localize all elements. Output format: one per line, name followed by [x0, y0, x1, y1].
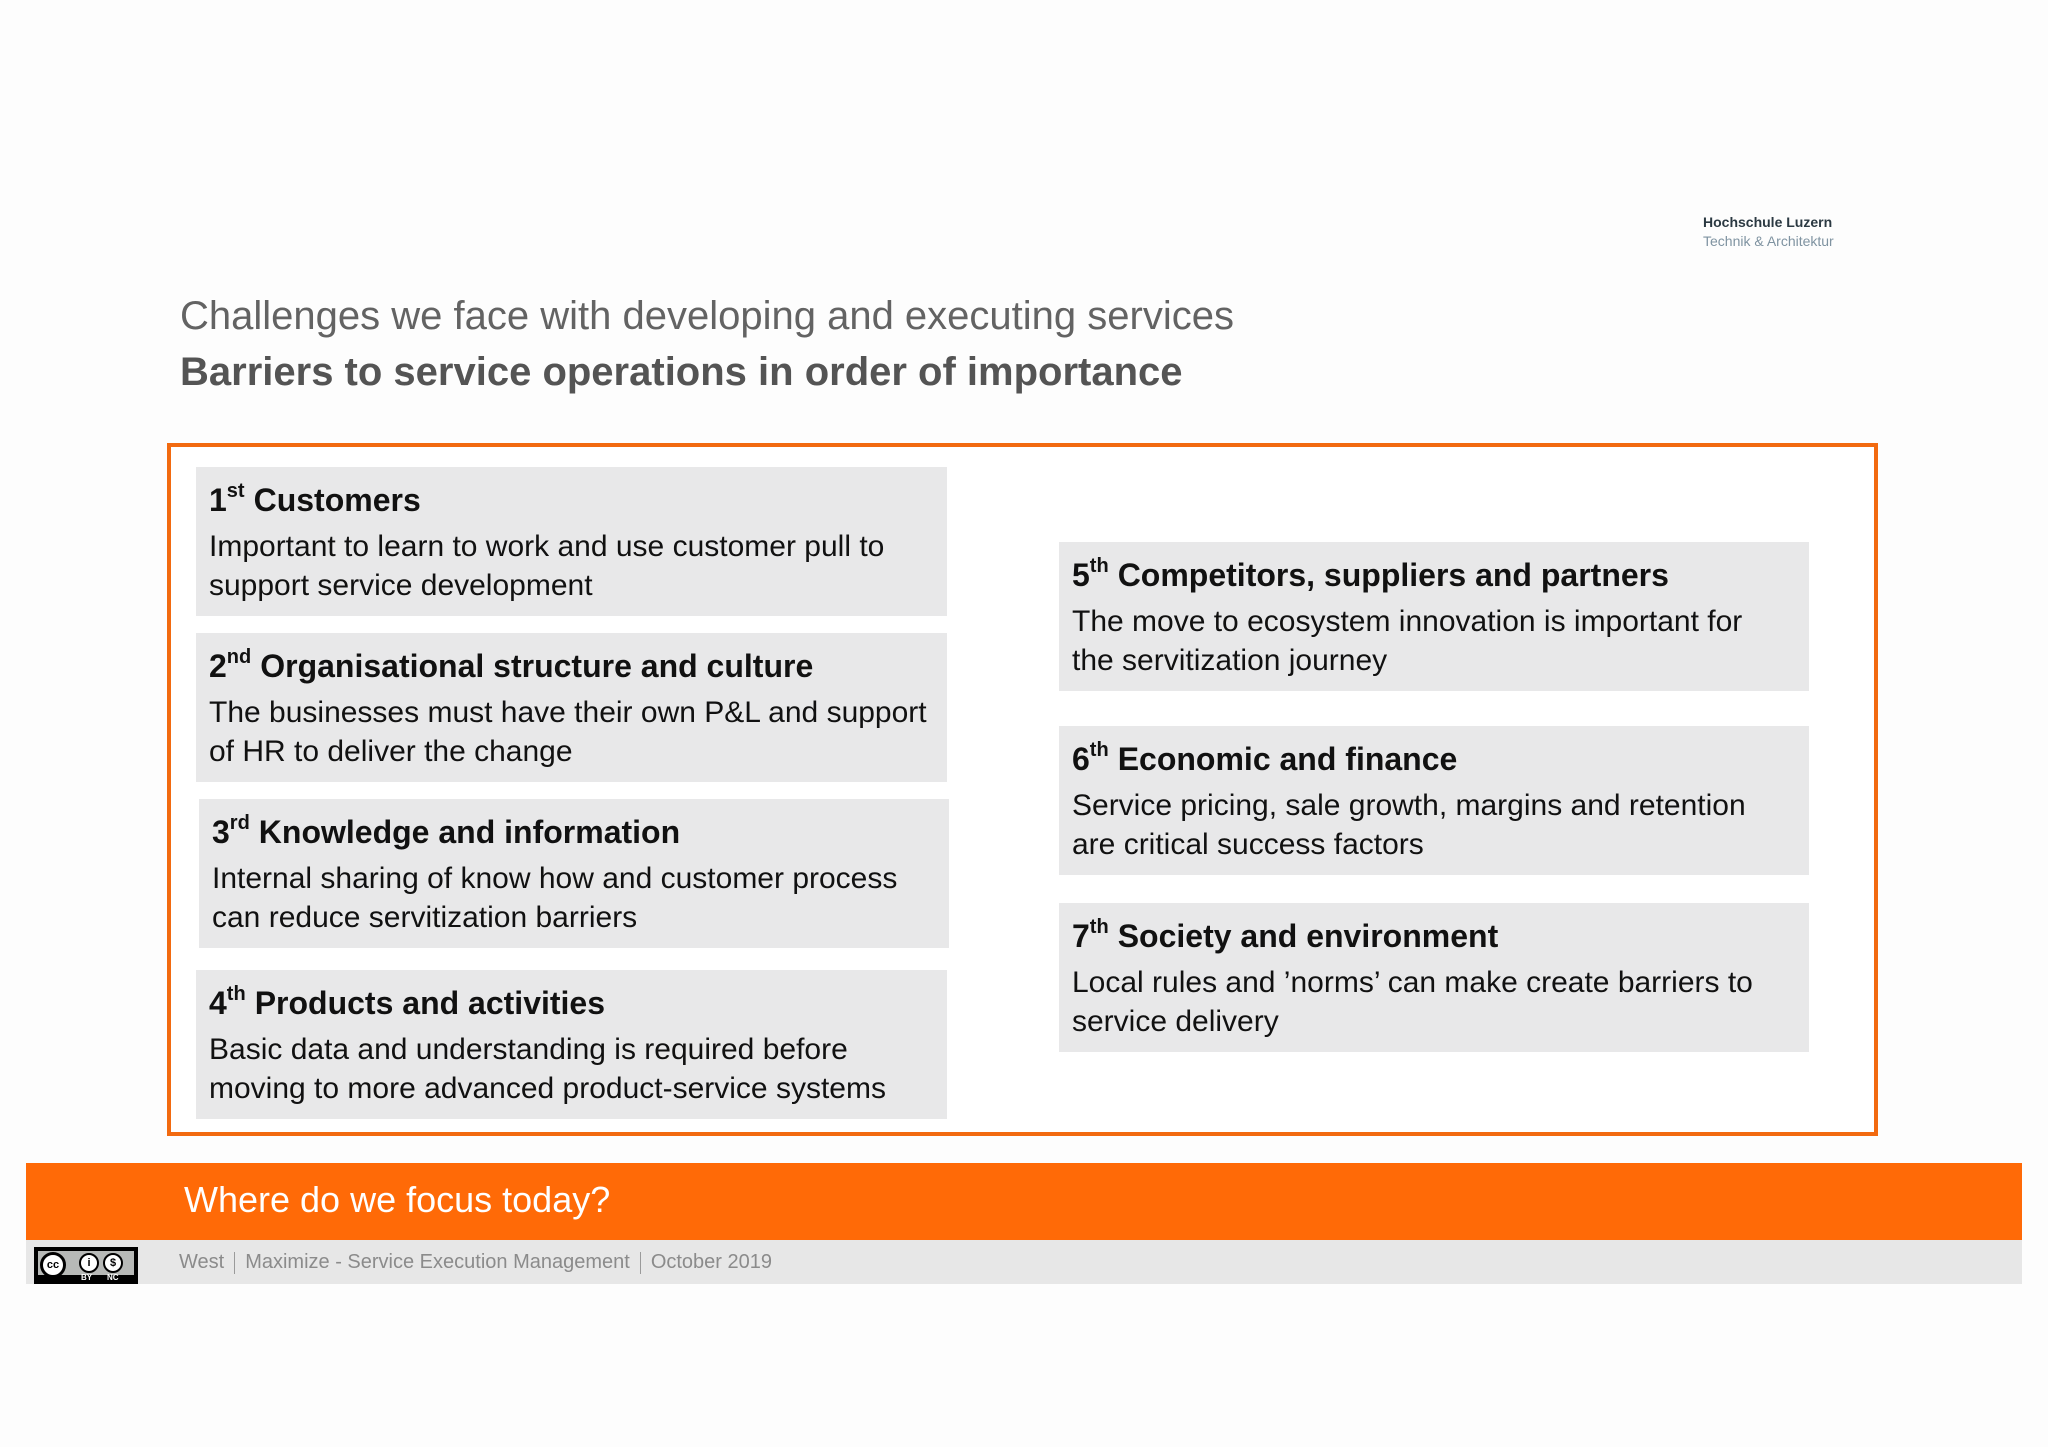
barrier-heading [1072, 736, 1796, 782]
barrier-card-5 [1059, 542, 1809, 691]
barrier-rank-suffix: th [1089, 555, 1109, 578]
barrier-description-line: Local rules and ’norms’ can make create barriers to [1072, 966, 1753, 999]
focus-banner [26, 1163, 2022, 1240]
barrier-title: Products and activities [254, 985, 606, 1021]
barrier-description-line: are critical success factors [1072, 828, 1424, 861]
barrier-heading [212, 809, 936, 855]
footer-separator [640, 1252, 641, 1274]
institution-department: Technik & Architektur [1703, 233, 1834, 249]
barrier-description [209, 693, 934, 771]
slide-title [180, 288, 1234, 400]
barrier-rank-suffix: th [1089, 739, 1109, 762]
barrier-rank-suffix: rd [229, 812, 250, 835]
footer-bar [26, 1240, 2022, 1284]
creative-commons-license-icon [34, 1247, 138, 1284]
footer-separator [234, 1252, 235, 1274]
barrier-description [1072, 602, 1796, 680]
footer-text [179, 1249, 772, 1275]
license-nc-label: NC [107, 1273, 119, 1282]
barrier-rank: 4 [209, 985, 227, 1021]
cc-icon: cc [40, 1252, 66, 1278]
barrier-rank: 3 [212, 814, 230, 850]
barrier-rank-suffix: nd [226, 646, 252, 669]
barrier-card-3 [199, 799, 949, 948]
barrier-title: Organisational structure and culture [260, 648, 814, 684]
barrier-title: Society and environment [1117, 918, 1499, 954]
barrier-rank: 6 [1072, 741, 1090, 777]
barrier-heading [209, 980, 934, 1026]
title-line-1: Challenges we face with developing and executing services [180, 294, 1234, 338]
barrier-card-7 [1059, 903, 1809, 1052]
barrier-card-1 [196, 467, 947, 616]
barrier-title: Competitors, suppliers and partners [1117, 557, 1669, 593]
barrier-card-2 [196, 633, 947, 782]
non-commercial-icon: $ [103, 1253, 123, 1273]
barrier-description-line: service delivery [1072, 1005, 1279, 1038]
focus-question: Where do we focus today? [184, 1179, 611, 1220]
barrier-rank-suffix: th [226, 983, 246, 1006]
barrier-description-line: The move to ecosystem innovation is important for [1072, 605, 1743, 638]
institution-logo [1703, 213, 1834, 251]
barrier-heading [1072, 552, 1796, 598]
barrier-description-line: Service pricing, sale growth, margins and retention [1072, 789, 1746, 822]
barrier-description-line: support service development [209, 569, 593, 602]
barrier-title: Knowledge and information [258, 814, 681, 850]
barrier-description-line: can reduce servitization barriers [212, 901, 638, 934]
barrier-heading [209, 477, 934, 523]
barrier-rank: 2 [209, 648, 227, 684]
barrier-rank-suffix: th [1089, 916, 1109, 939]
barrier-description-line: Important to learn to work and use customer pull to [209, 530, 885, 563]
barrier-title: Economic and finance [1117, 741, 1458, 777]
barrier-description-line: Basic data and understanding is required before [209, 1033, 848, 1066]
barrier-heading [209, 643, 934, 689]
barrier-rank-suffix: st [226, 480, 245, 503]
barrier-rank: 1 [209, 482, 227, 518]
barrier-description [209, 1030, 934, 1108]
barrier-description [212, 859, 936, 937]
barrier-description-line: moving to more advanced product-service systems [209, 1072, 886, 1105]
footer-date: October 2019 [650, 1251, 773, 1273]
barrier-description [1072, 963, 1796, 1041]
footer-course: Maximize - Service Execution Management [245, 1251, 630, 1273]
attribution-icon: i [79, 1253, 99, 1273]
barrier-description [1072, 786, 1796, 864]
barrier-description-line: of HR to deliver the change [209, 735, 573, 768]
barrier-heading [1072, 913, 1796, 959]
title-line-2: Barriers to service operations in order of importance [180, 350, 1183, 394]
institution-name: Hochschule Luzern [1703, 214, 1833, 230]
footer-author: West [179, 1251, 225, 1273]
barrier-description-line: the servitization journey [1072, 644, 1388, 677]
barrier-description [209, 527, 934, 605]
barrier-title: Customers [253, 482, 421, 518]
barrier-rank: 7 [1072, 918, 1090, 954]
barrier-rank: 5 [1072, 557, 1090, 593]
license-by-label: BY [81, 1273, 93, 1282]
barrier-card-6 [1059, 726, 1809, 875]
barrier-card-4 [196, 970, 947, 1119]
barrier-description-line: The businesses must have their own P&L and support [209, 696, 927, 729]
barrier-description-line: Internal sharing of know how and customer process [212, 862, 898, 895]
